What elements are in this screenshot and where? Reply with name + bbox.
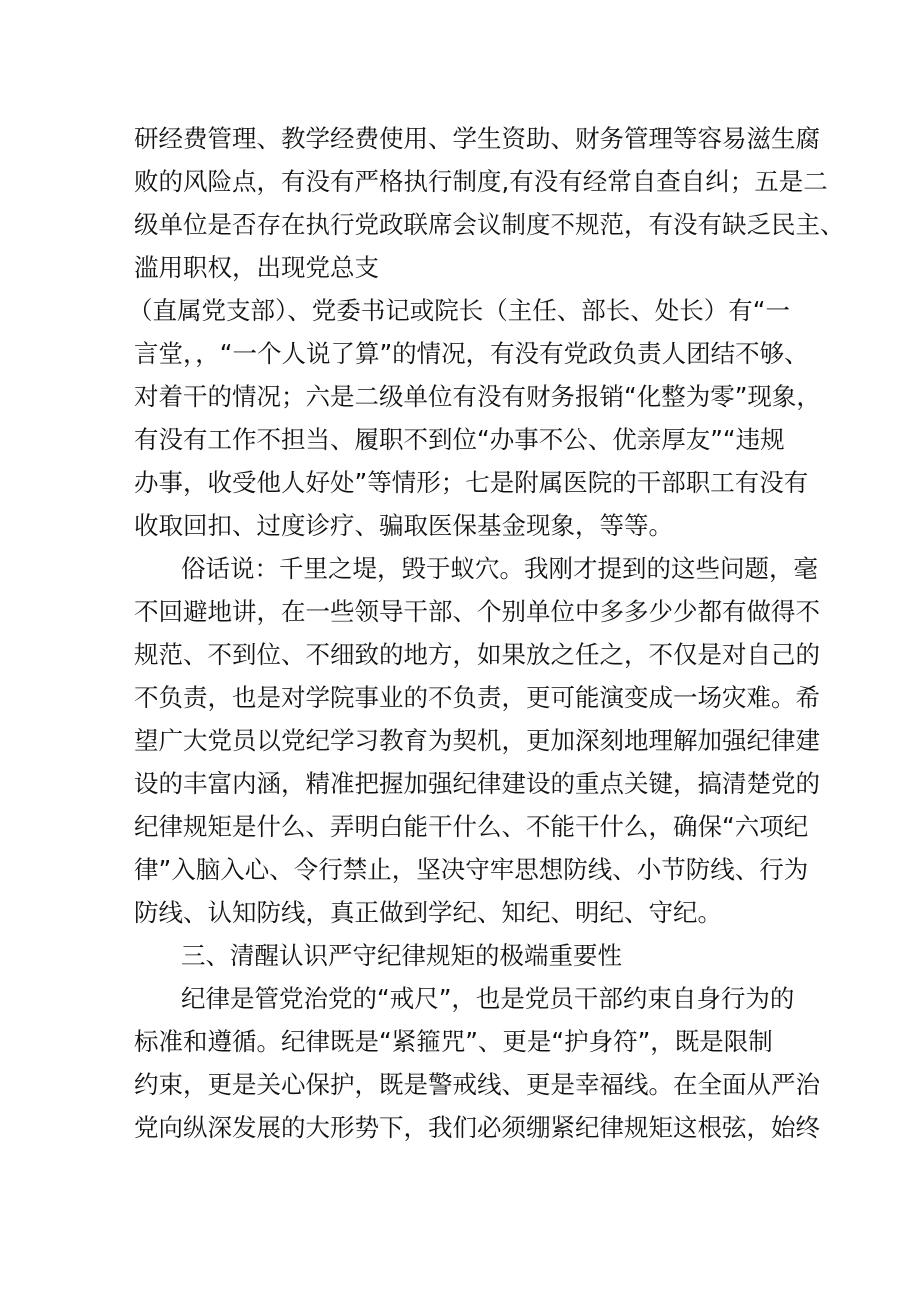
- text-line: 滥用职权，出现党总支: [134, 253, 379, 282]
- text-line: 规范、不到位、不细致的地方，如果放之任之，不仅是对自己的: [134, 640, 820, 669]
- text-line: 不回避地讲，在一些领导干部、个别单位中多多少少都有做得不: [134, 597, 820, 626]
- paragraph-first-line: 纪律是管党治党的“戒尺”，也是党员干部约束自身行为的: [181, 984, 795, 1013]
- text-line: 望广大党员以党纪学习教育为契机，更加深刻地理解加强纪律建: [134, 726, 820, 755]
- text-line: 不负责，也是对学院事业的不负责，更可能演变成一场灾难。希: [134, 683, 820, 712]
- text-line: 纪律规矩是什么、弄明白能干什么、不能干什么，确保“六项纪: [134, 812, 809, 841]
- text-line: 律”入脑入心、令行禁止，坚决守牢思想防线、小节防线、行为: [134, 855, 809, 884]
- text-line: 防线、认知防线，真正做到学纪、知纪、明纪、守纪。: [134, 898, 722, 927]
- text-line: 标准和遵循。纪律既是“紧箍咒”、更是“护身符”，既是限制: [134, 1027, 773, 1056]
- text-line: 约束，更是关心保护，既是警戒线、更是幸福线。在全面从严治: [134, 1070, 820, 1099]
- text-line: 有没有工作不担当、履职不到位“办事不公、优亲厚友”“违规: [134, 425, 785, 454]
- text-line: 言堂，，“一个人说了算”的情况，有没有党政负责人团结不够、: [134, 339, 809, 368]
- text-line: 对着干的情况；六是二级单位有没有财务报销“化整为零”现象，: [134, 382, 821, 411]
- section-heading: 三、清醒认识严守纪律规矩的极端重要性: [181, 941, 622, 970]
- text-line: 败的风险点，有没有严格执行制度,有没有经常自查自纠；五是二: [134, 167, 828, 196]
- text-line: 收取回扣、过度诊疗、骗取医保基金现象，等等。: [134, 511, 673, 540]
- text-line: 级单位是否存在执行党政联席会议制度不规范，有没有缺乏民主、: [134, 210, 845, 239]
- text-line: （直属党支部）、党委书记或院长（主任、部长、处长）有“一: [128, 296, 790, 325]
- text-line: 党向纵深发展的大形势下，我们必须绷紧纪律规矩这根弦，始终: [134, 1113, 820, 1142]
- text-line: 研经费管理、教学经费使用、学生资助、财务管理等容易滋生腐: [134, 124, 820, 153]
- text-line: 办事，收受他人好处”等情形；七是附属医院的干部职工有没有: [134, 468, 809, 497]
- text-line: 设的丰富内涵，精准把握加强纪律建设的重点关键，搞清楚党的: [134, 769, 820, 798]
- paragraph-first-line: 俗话说：千里之堤，毁于蚁穴。我刚才提到的这些问题，毫: [181, 554, 818, 583]
